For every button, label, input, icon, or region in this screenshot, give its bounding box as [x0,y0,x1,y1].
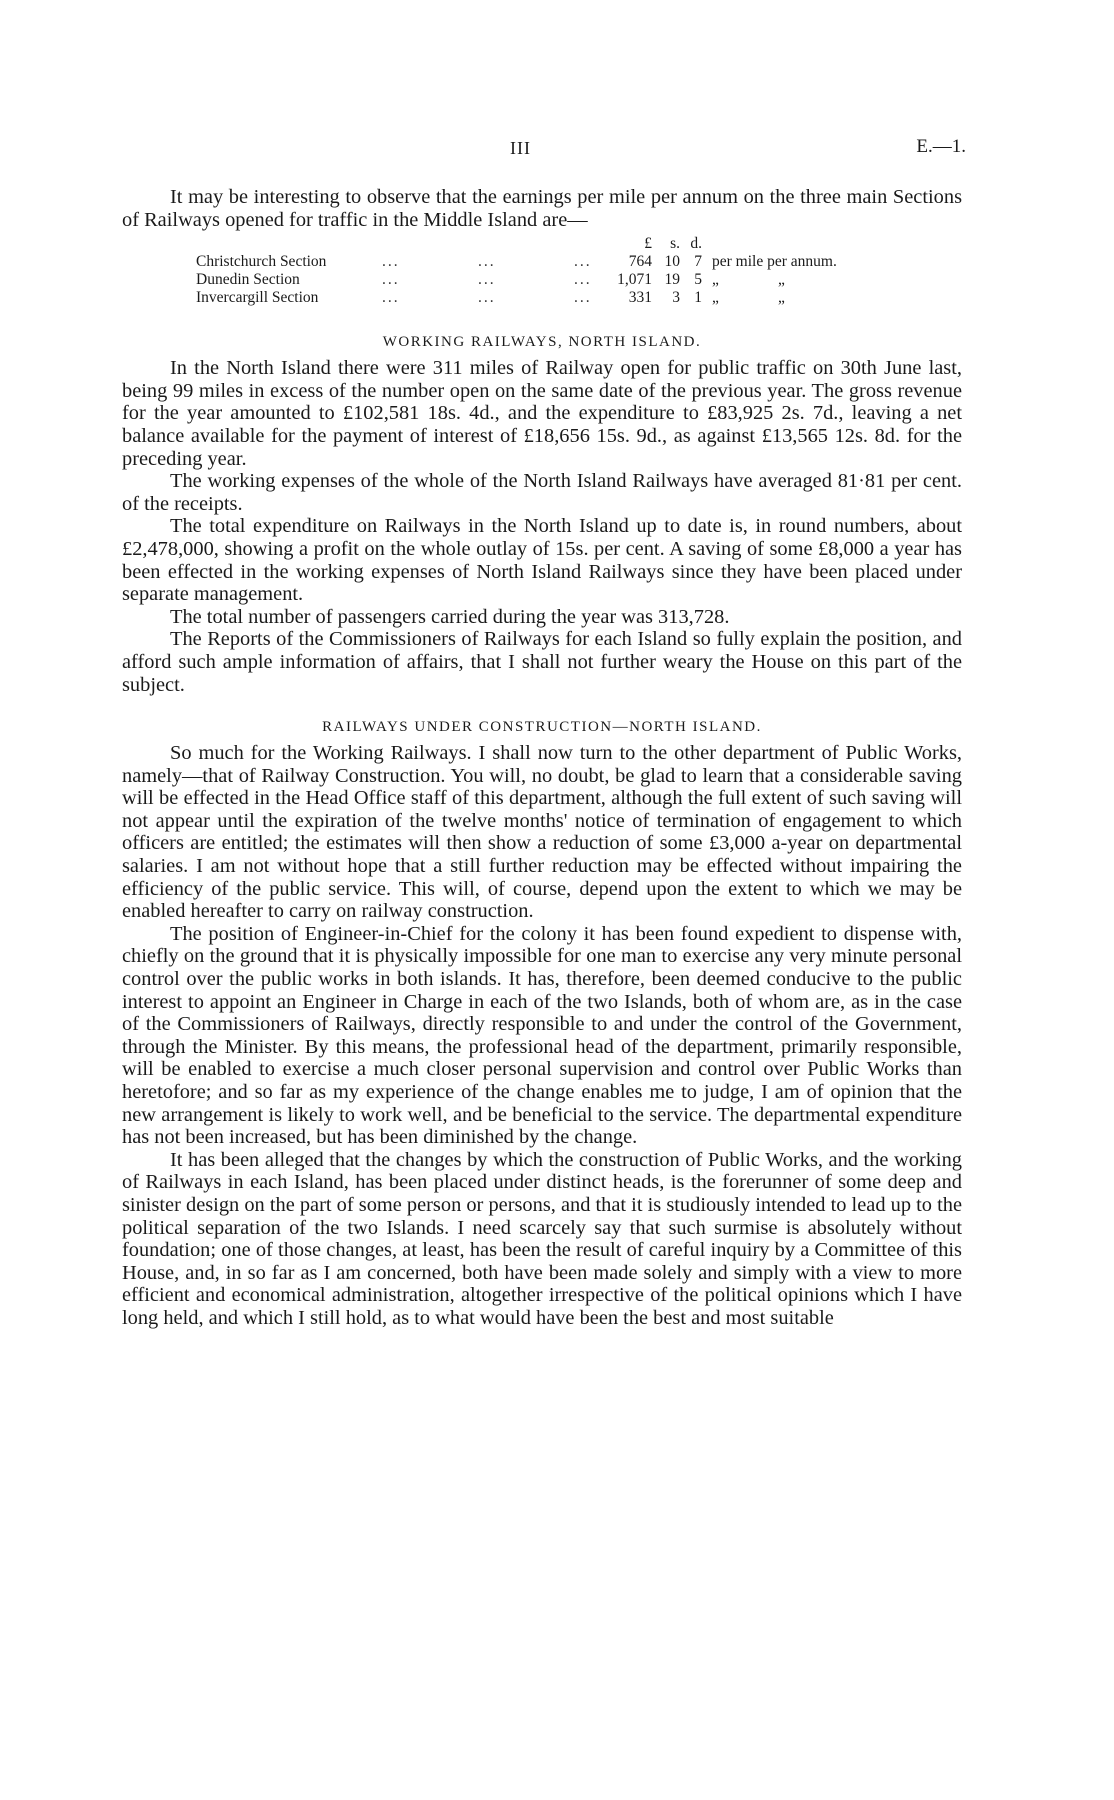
pounds-value: 1,071 [617,271,652,289]
unit-label: per mile per annum. [712,253,837,271]
document-body [122,186,962,1330]
leader-dots: ... [382,271,400,289]
intro-paragraph: It may be interesting to observe that the earnings per mile per annum on the three main Sections of Railways opened for traffic in the Middle Island are— [122,186,962,231]
leader-dots: ... [382,253,400,271]
leader-dots: ... [478,289,496,307]
paragraph: So much for the Working Railways. I shall now turn to the other department of Public Works, namely—that of Railway Construction. You will, no doubt, be glad to learn that a considerable saving will be effected in the Head Office staff of this department, although the full extent of such saving will not appear until the expiration of the twelve months' notice of termination of engagement to which officers are entitled; the estimates will then show a reduction of some £3,000 a-year on departmental salaries. I am not without hope that a still further reduction may be effected without impairing the efficiency of the public service. This will, of course, depend upon the extent to which we may be enabled hereafter to carry on railway construction. [122,742,962,923]
paragraph: The Reports of the Commissioners of Railways for each Island so fully explain the position, and afford such ample information of affairs, that I shall not further weary the House on this part of the subject. [122,628,962,696]
earnings-table-header [196,235,837,253]
leader-dots: ... [478,271,496,289]
table-row-dunedin [196,271,837,289]
pence-value: 5 [694,271,702,289]
ditto-mark: „ [712,271,719,289]
section-heading-railways-under-construction: RAILWAYS UNDER CONSTRUCTION—NORTH ISLAND. [322,719,762,736]
ditto-mark: „ [778,289,785,307]
shillings-value: 19 [664,271,680,289]
section-name: Christchurch Section [196,253,327,271]
ditto-marks [702,289,837,307]
leader-dots: ... [574,253,592,271]
leader-dots: ... [382,289,400,307]
table-row-christchurch [196,253,837,271]
pounds-value: 764 [628,253,652,271]
leader-dots: ... [574,271,592,289]
section-name: Dunedin Section [196,271,300,289]
header-pence: d. [690,235,702,253]
pounds-value: 331 [628,289,652,307]
table-row-invercargill [196,289,837,307]
header-shillings: s. [670,235,680,253]
header-pounds: £ [644,235,652,253]
page-number: III [510,138,531,158]
page-header [0,138,1114,162]
paragraph: The total expenditure on Railways in the North Island up to date is, in round numbers, about £2,478,000, showing a profit on the whole outlay of 15s. per cent. A saving of some £8,000 a year has been effected in the working expenses of North Island Railways since they have been placed under separate management. [122,515,962,606]
shillings-value: 10 [664,253,680,271]
pence-value: 7 [694,253,702,271]
paragraph: The working expenses of the whole of the North Island Railways have averaged 81·81 per cent. of the receipts. [122,470,962,515]
section-name: Invercargill Section [196,289,319,307]
leader-dots: ... [574,289,592,307]
earnings-table [196,235,837,307]
paragraph: The position of Engineer-in-Chief for the colony it has been found expedient to dispense with, chiefly on the ground that it is physically impossible for one man to exercise any very minute personal control over the public works in both islands. It has, therefore, been deemed conducive to the public interest to appoint an Engineer in Charge in each of the two Islands, both of whom are, as in the case of the Commissioners of Railways, directly responsible to and under the control of the Government, through the Minister. By this means, the professional head of the department, primarily responsible, will be enabled to exercise a much closer personal supervision and control over Public Works than heretofore; and so far as my experience of the change enables me to judge, I am of opinion that the new arrangement is likely to work well, and be beneficial to the service. The departmental expenditure has not been increased, but has been diminished by the change. [122,922,962,1149]
shillings-value: 3 [672,289,680,307]
ditto-marks [702,271,837,289]
paragraph: It has been alleged that the changes by which the construction of Public Works, and the working of Railways in each Island, has been placed under distinct heads, is the forerunner of some deep and sinister design on the part of some person or persons, and that it is studiously intended to lead up to the political separation of the two Islands. I need scarcely say that such surmise is absolutely without foundation; one of those changes, at least, has been the result of careful inquiry by a Committee of this House, and, in so far as I am concerned, both have been made solely and simply with a view to more efficient and economical administration, altogether irrespective of the political opinions which I have long held, and which I still hold, as to what would have been the best and most suitable [122,1148,962,1329]
document-code: E.—1. [916,136,966,157]
ditto-mark: „ [778,271,785,289]
leader-dots: ... [478,253,496,271]
ditto-mark: „ [712,289,719,307]
paragraph: The total number of passengers carried during the year was 313,728. [170,605,730,628]
paragraph: In the North Island there were 311 miles of Railway open for public traffic on 30th June last, being 99 miles in excess of the number open on the same date of the previous year. The gross revenue for the year amounted to £102,581 18s. 4d., and the expenditure to £83,925 2s. 7d., leaving a net balance available for the payment of interest of £18,656 15s. 9d., as against £13,565 12s. 8d. for the preceding year. [122,357,962,470]
section-heading-working-railways: WORKING RAILWAYS, NORTH ISLAND. [382,334,702,351]
pence-value: 1 [694,289,702,307]
